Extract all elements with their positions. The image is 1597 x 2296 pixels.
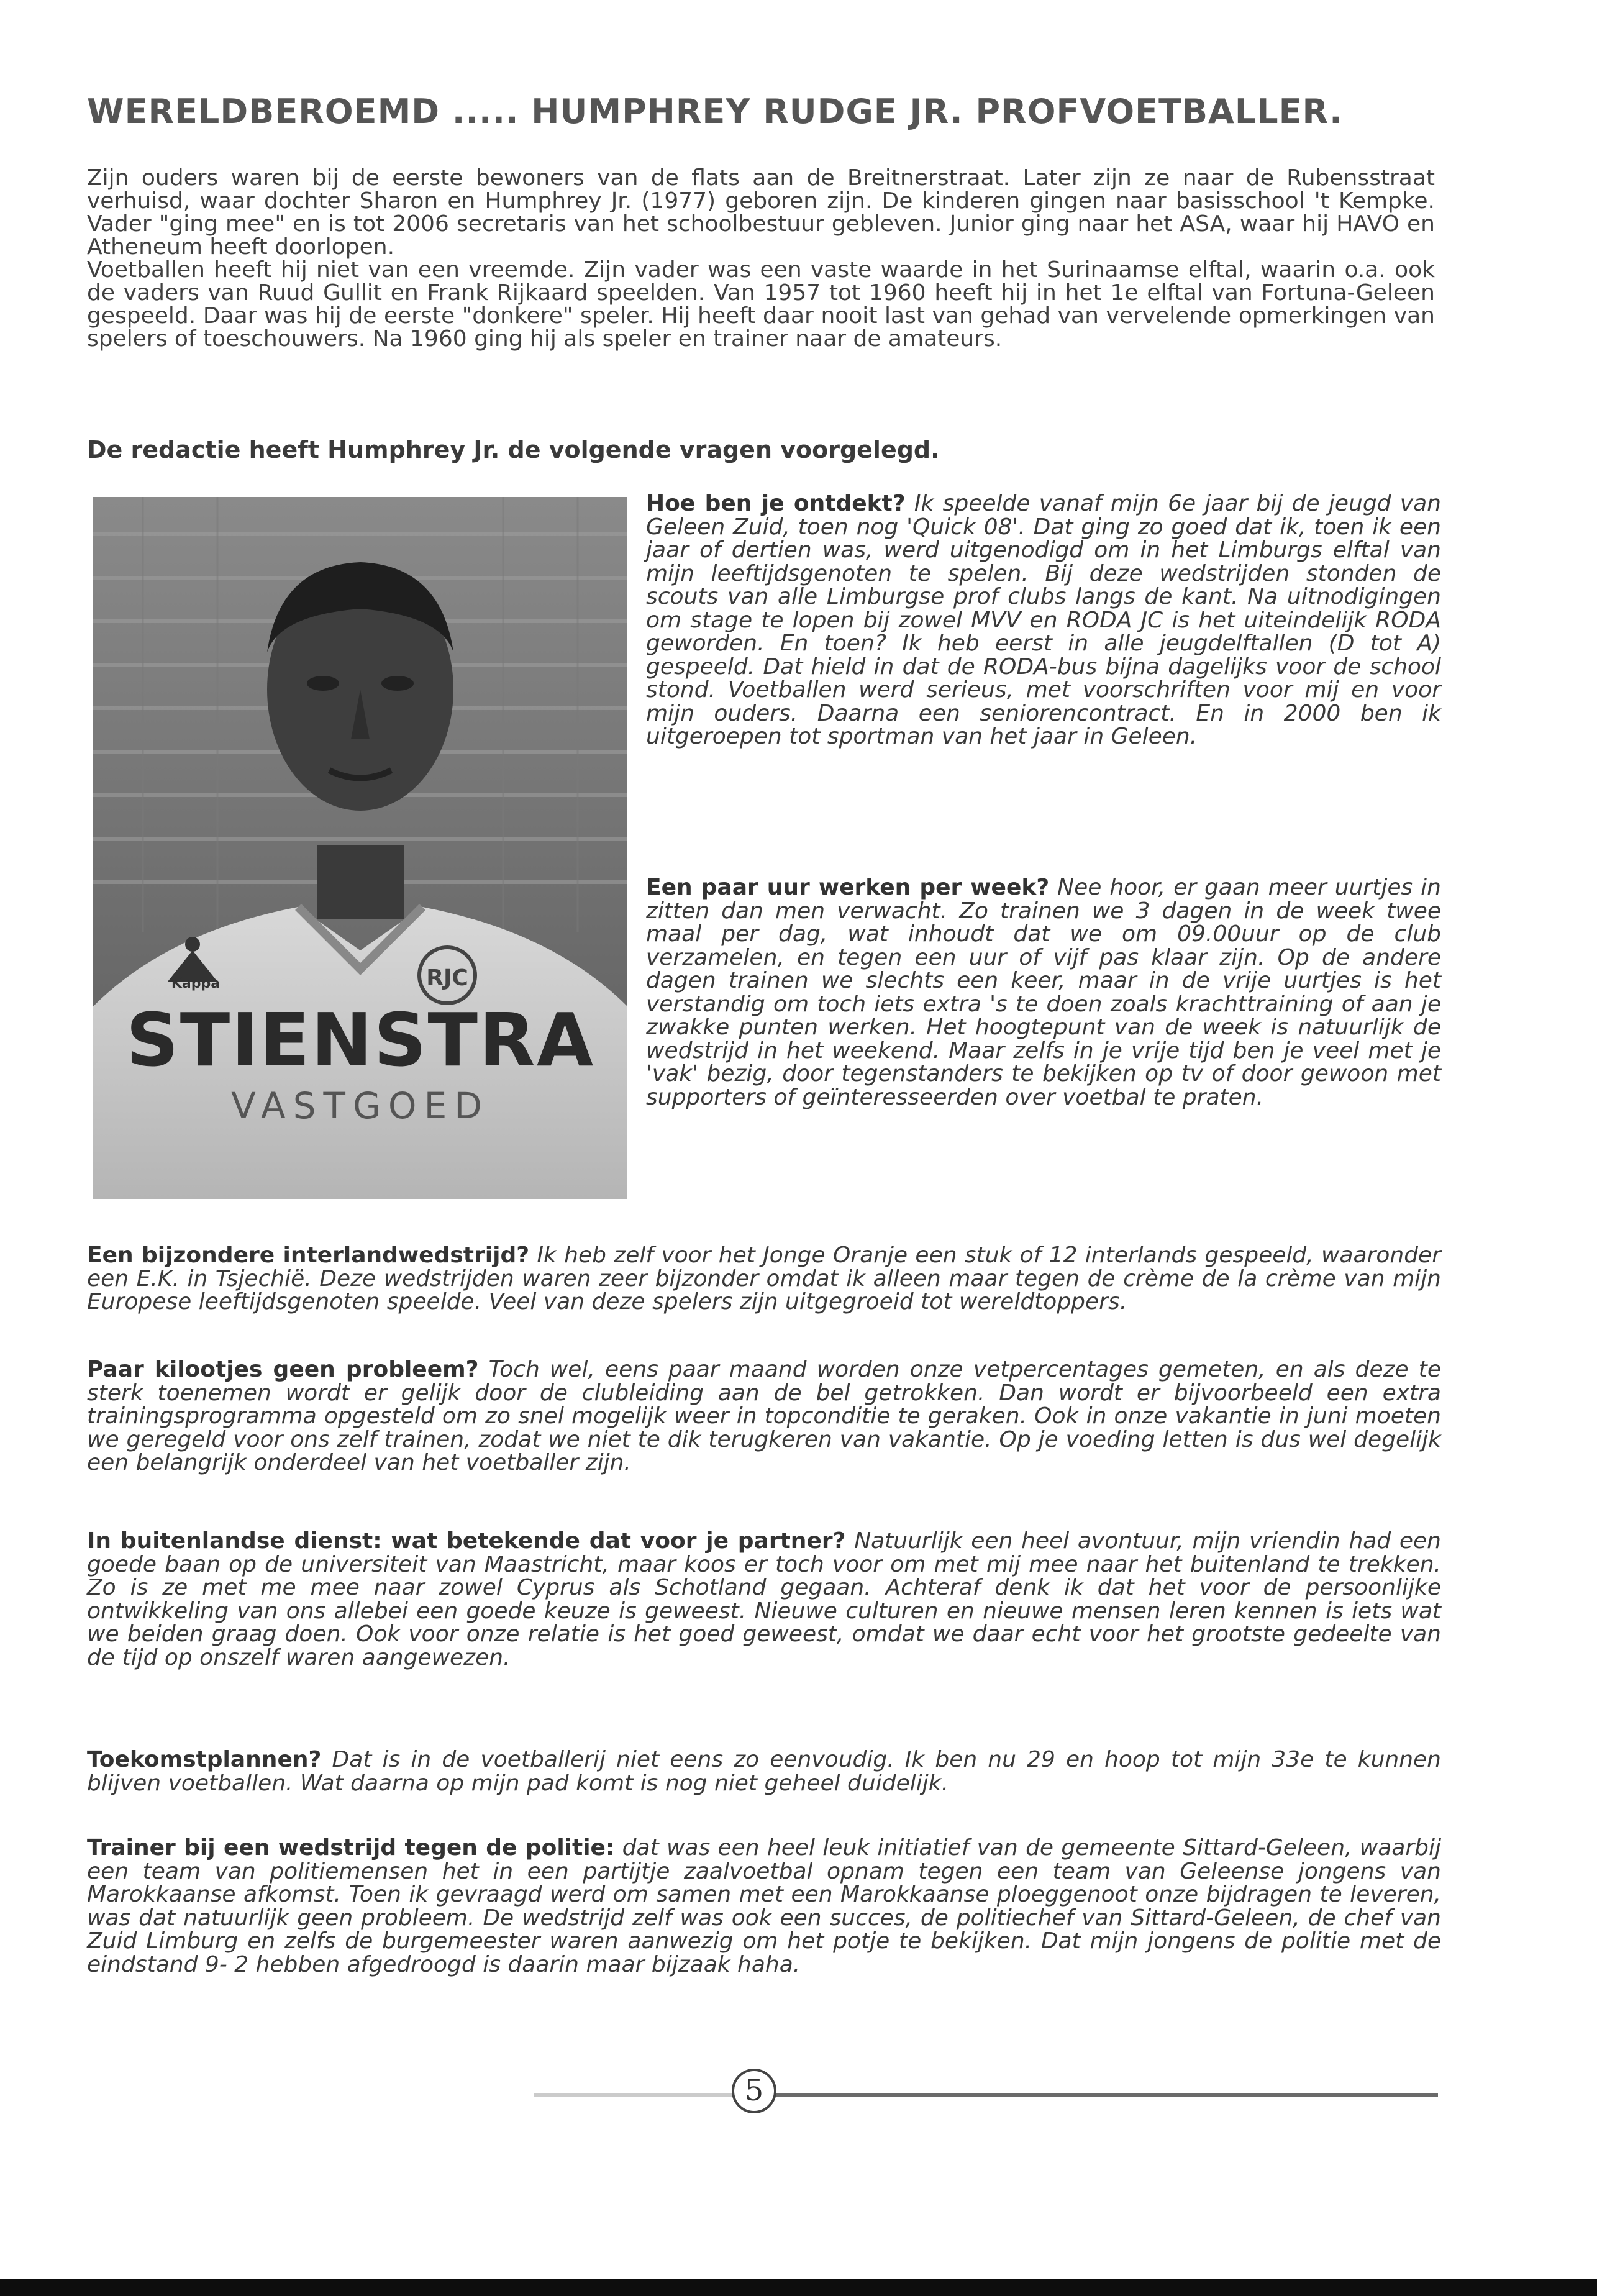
question: Hoe ben je ontdekt? (646, 491, 906, 516)
club-badge-text: RJC (426, 965, 468, 991)
qa-item (87, 1836, 1441, 1976)
intro-paragraph: Zijn ouders waren bij de eerste bewoners van de flats aan de Breitnerstraat. Later zijn ze naar de Rubensstraat verhuisd, waar dochter Sharon en Humphrey Jr. (1977) geboren zijn. De kinderen gingen naar basisschool 't Kempke. Vader "ging mee" en is tot 2006 secretaris van het schoolbestuur gebleven. Junior ging naar het ASA, waar hij HAVO en Atheneum heeft doorlopen. (87, 165, 1435, 260)
page-number: 5 (732, 2069, 776, 2113)
qa-item (87, 1244, 1441, 1314)
qa-item (646, 492, 1441, 749)
question: Een paar uur werken per week? (646, 875, 1050, 900)
answer: Natuurlijk een heel avontuur, mijn vriendin had een goede baan op de universiteit van Maastricht, maar koos er toch voor om met mij mee naar het buitenland te trekken. Zo is ze met me mee naar zowel Cyprus als Schotland gegaan. Achteraf denk ik dat het voor de persoonlijke ontwikkeling van ons allebei een goede keuze is geweest. Nieuwe culturen en nieuwe mensen leren kennen is iets wat we beiden graag doen. Ook voor onze relatie is het goed geweest, omdat we daar echt voor het grootste gedeelte van de tijd op onszelf waren aangewezen. (87, 1528, 1441, 1670)
footer-rule-left (534, 2093, 732, 2097)
lead-in: De redactie heeft Humphrey Jr. de volgende vragen voorgelegd. (87, 436, 940, 463)
qa-item (87, 1529, 1441, 1669)
intro-text (87, 166, 1435, 350)
player-photo (93, 497, 627, 1199)
page-title: WERELDBEROEMD ..... HUMPHREY RUDGE JR. PROFVOETBALLER. (87, 92, 1343, 131)
answer: Toch wel, eens paar maand worden onze vetpercentages gemeten, en als deze te sterk toenemen wordt er gelijk door de clubleiding aan de bel getrokken. Dan wordt er bijvoorbeeld een extra trainingsprogramma opgesteld om zo snel mogelijk weer in topconditie te geraken. Ook in onze vakantie in juni moeten we geregeld voor ons zelf trainen, zodat we niet te dik terugkeren van vakantie. Op je voeding letten is dus wel degelijk een belangrijk onderdeel van het voetballer zijn. (87, 1357, 1441, 1475)
qa-item (87, 1358, 1441, 1475)
question: Paar kilootjes geen probleem? (87, 1357, 479, 1382)
question: Een bijzondere interlandwedstrijd? (87, 1242, 530, 1268)
answer: Ik speelde vanaf mijn 6e jaar bij de jeugd van Geleen Zuid, toen nog 'Quick 08'. Dat ging zo goed dat ik, toen ik een jaar of dertien was, werd uitgenodigd om in het Limburgs elftal van mijn leeftijdsgenoten te spelen. Bij deze wedstrijden stonden de scouts van alle Limburgse prof clubs langs de kant. Na uitnodigingen om stage te lopen bij zowel MVV en RODA JC is het uiteindelijk RODA geworden. En toen? Ik heb eerst in alle jeugdelftallen (D tot A) gespeeld. Dat hield in dat de RODA-bus bijna dagelijks voor de school stond. Voetballen werd serieus, met voorschriften voor mij en voor mijn ouders. Daarna een seniorencontract. En in 2000 ben ik uitgeroepen tot sportman van het jaar in Geleen. (646, 491, 1441, 749)
qa-item (87, 1748, 1441, 1795)
kit-brand: Kappa (171, 976, 221, 991)
answer: dat was een heel leuk initiatief van de gemeente Sittard-Geleen, waarbij een team van politiemensen het in een partijtje zaalvoetbal opnam tegen een team van Geleense jongens van Marokkaanse afkomst. Toen ik gevraagd werd om samen met een Marokkaanse ploeggenoot onze bijdragen te leveren, was dat natuurlijk geen probleem. De wedstrijd zelf was ook een succes, de politiechef van Sittard-Geleen, de chef van Zuid Limburg en zelfs de burgemeester waren aanwezig om het potje te bekijken. Dat mijn jongens de politie met de eindstand 9- 2 hebben afgedroogd is daarin maar bijzaak haha. (87, 1835, 1441, 1977)
scan-edge (0, 2279, 1597, 2296)
shirt-sponsor: STIENSTRA (125, 997, 595, 1083)
answer: Dat is in de voetballerij niet eens zo eenvoudig. Ik ben nu 29 en hoop tot mijn 33e te kunnen blijven voetballen. Wat daarna op mijn pad komt is nog niet geheel duidelijk. (87, 1747, 1441, 1796)
answer: Nee hoor, er gaan meer uurtjes in zitten dan men verwacht. Zo trainen we 3 dagen in de week twee maal per dag, wat inhoudt dat we om 09.00uur op de club verzamelen, en tegen een uur of vijf pas klaar zijn. Op de andere dagen trainen we slechts een keer, maar in de vrije uurtjes is het verstandig om toch iets extra 's te doen zoals krachttraining of aan je zwakke punten werken. Het hoogtepunt van de week is natuurlijk de wedstrijd in het weekend. Maar zelfs in je vrije tijd ben je veel met je 'vak' bezig, door tegenstanders te bekijken op tv of door gewoon met supporters of geïnteresseerden over voetbal te praten. (646, 875, 1441, 1110)
qa-item (646, 876, 1441, 1109)
shirt-sponsor-sub: VASTGOED (231, 1085, 489, 1127)
question: Toekomstplannen? (87, 1747, 322, 1772)
answer: Ik heb zelf voor het Jonge Oranje een stuk of 12 interlands gespeeld, waaronder een E.K. in Tsjechië. Deze wedstrijden waren zeer bijzonder omdat ik alleen maar tegen de crème de la crème van mijn Europese leeftijdsgenoten speelde. Veel van deze spelers zijn uitgegroeid tot wereldtoppers. (87, 1242, 1441, 1314)
question: Trainer bij een wedstrijd tegen de politie: (87, 1835, 615, 1861)
question: In buitenlandse dienst: wat betekende dat voor je partner? (87, 1528, 846, 1554)
intro-paragraph: Voetballen heeft hij niet van een vreemde. Zijn vader was een vaste waarde in het Surinaamse elftal, waarin o.a. ook de vaders van Ruud Gullit en Frank Rijkaard speelden. Van 1957 tot 1960 heeft hij in het 1e elftal van Fortuna-Geleen gespeeld. Daar was hij de eerste "donkere" speler. Hij heeft daar nooit last van gehad van vervelende opmerkingen van spelers of toeschouwers. Na 1960 ging hij als speler en trainer naar de amateurs. (87, 257, 1435, 352)
footer-rule-right (776, 2093, 1438, 2097)
